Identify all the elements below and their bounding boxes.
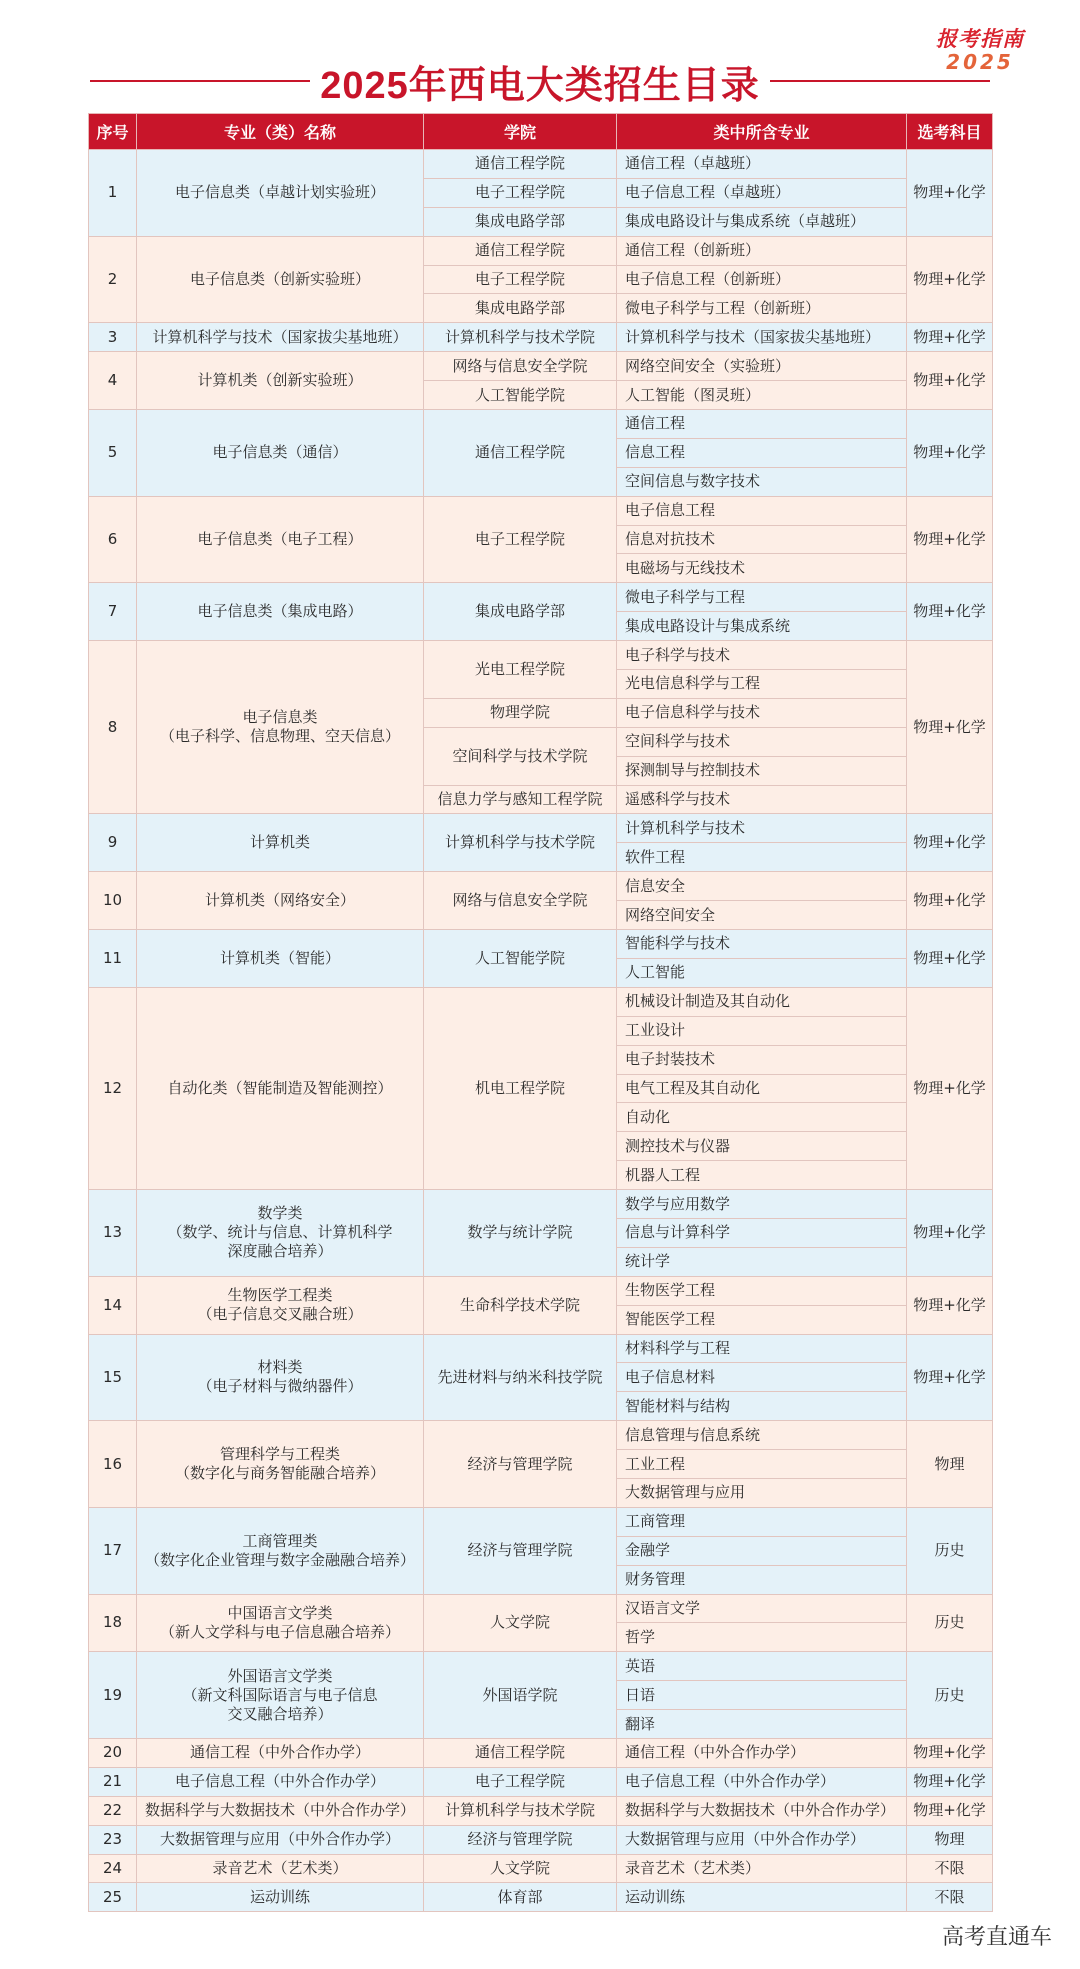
row-number: 7 <box>89 583 137 641</box>
table-row <box>89 583 993 612</box>
subject-requirement: 物理+化学 <box>907 496 993 583</box>
subject-requirement: 物理+化学 <box>907 1276 993 1334</box>
major-name: 录音艺术（艺术类） <box>617 1854 907 1883</box>
header-majors: 类中所含专业 <box>617 114 907 150</box>
major-name: 信息与计算科学 <box>617 1218 907 1247</box>
row-number: 8 <box>89 641 137 814</box>
college-name: 网络与信息安全学院 <box>424 352 617 381</box>
row-number: 3 <box>89 323 137 352</box>
program-name: 电子信息类（集成电路） <box>137 583 424 641</box>
major-name: 网络空间安全 <box>617 901 907 930</box>
college-name: 信息力学与感知工程学院 <box>424 785 617 814</box>
college-name: 经济与管理学院 <box>424 1825 617 1854</box>
program-name: 计算机类（网络安全） <box>137 872 424 930</box>
program-name: 管理科学与工程类 （数字化与商务智能融合培养） <box>137 1421 424 1508</box>
program-name: 电子信息工程（中外合作办学） <box>137 1767 424 1796</box>
major-name: 信息管理与信息系统 <box>617 1421 907 1450</box>
row-number: 16 <box>89 1421 137 1508</box>
major-name: 电子信息工程 <box>617 496 907 525</box>
program-name: 通信工程（中外合作办学） <box>137 1738 424 1767</box>
college-name: 通信工程学院 <box>424 236 617 265</box>
table-row <box>89 1190 993 1219</box>
program-name: 电子信息类（电子工程） <box>137 496 424 583</box>
major-name: 工业工程 <box>617 1450 907 1479</box>
major-name: 电子信息工程（创新班） <box>617 265 907 294</box>
table-row <box>89 410 993 439</box>
college-name: 经济与管理学院 <box>424 1421 617 1508</box>
major-name: 遥感科学与技术 <box>617 785 907 814</box>
major-name: 网络空间安全（实验班） <box>617 352 907 381</box>
table-row <box>89 1507 993 1536</box>
major-name: 信息安全 <box>617 872 907 901</box>
major-name: 空间信息与数字技术 <box>617 467 907 496</box>
major-name: 工商管理 <box>617 1507 907 1536</box>
major-name: 通信工程（中外合作办学） <box>617 1738 907 1767</box>
college-name: 电子工程学院 <box>424 178 617 207</box>
major-name: 微电子科学与工程 <box>617 583 907 612</box>
major-name: 智能科学与技术 <box>617 930 907 959</box>
table-row <box>89 236 993 265</box>
major-name: 软件工程 <box>617 843 907 872</box>
subject-requirement: 物理+化学 <box>907 641 993 814</box>
subject-requirement: 物理+化学 <box>907 1796 993 1825</box>
major-name: 翻译 <box>617 1710 907 1739</box>
subject-requirement: 物理+化学 <box>907 872 993 930</box>
major-name: 电气工程及其自动化 <box>617 1074 907 1103</box>
major-name: 材料科学与工程 <box>617 1334 907 1363</box>
major-name: 通信工程（创新班） <box>617 236 907 265</box>
college-name: 人工智能学院 <box>424 381 617 410</box>
major-name: 电子信息材料 <box>617 1363 907 1392</box>
row-number: 5 <box>89 410 137 497</box>
major-name: 探测制导与控制技术 <box>617 756 907 785</box>
major-name: 运动训练 <box>617 1883 907 1912</box>
major-name: 微电子科学与工程（创新班） <box>617 294 907 323</box>
subject-requirement: 物理+化学 <box>907 1738 993 1767</box>
major-name: 人工智能（图灵班） <box>617 381 907 410</box>
table-row <box>89 496 993 525</box>
page-title: 2025年西电大类招生目录 <box>320 65 760 107</box>
subject-requirement: 物理+化学 <box>907 236 993 323</box>
row-number: 18 <box>89 1594 137 1652</box>
college-name: 通信工程学院 <box>424 410 617 497</box>
row-number: 12 <box>89 987 137 1189</box>
program-name: 计算机科学与技术（国家拔尖基地班） <box>137 323 424 352</box>
row-number: 13 <box>89 1190 137 1277</box>
major-name: 信息对抗技术 <box>617 525 907 554</box>
row-number: 17 <box>89 1507 137 1594</box>
table-row <box>89 1738 993 1767</box>
college-name: 计算机科学与技术学院 <box>424 323 617 352</box>
row-number: 10 <box>89 872 137 930</box>
subject-requirement: 物理+化学 <box>907 1334 993 1421</box>
table-row <box>89 1767 993 1796</box>
major-name: 大数据管理与应用（中外合作办学） <box>617 1825 907 1854</box>
college-name: 光电工程学院 <box>424 641 617 699</box>
row-number: 11 <box>89 930 137 988</box>
major-name: 电子封装技术 <box>617 1045 907 1074</box>
program-name: 中国语言文学类 （新人文学科与电子信息融合培养） <box>137 1594 424 1652</box>
college-name: 集成电路学部 <box>424 294 617 323</box>
major-name: 电磁场与无线技术 <box>617 554 907 583</box>
college-name: 电子工程学院 <box>424 496 617 583</box>
row-number: 14 <box>89 1276 137 1334</box>
table-row <box>89 641 993 670</box>
subject-requirement: 物理+化学 <box>907 1767 993 1796</box>
subject-requirement: 物理+化学 <box>907 930 993 988</box>
major-name: 机械设计制造及其自动化 <box>617 987 907 1016</box>
subject-requirement: 物理 <box>907 1421 993 1508</box>
program-name: 数学类 （数学、统计与信息、计算机科学 深度融合培养） <box>137 1190 424 1277</box>
table-row <box>89 930 993 959</box>
row-number: 4 <box>89 352 137 410</box>
table-row <box>89 872 993 901</box>
title-rule-left <box>90 80 310 82</box>
major-name: 通信工程（卓越班） <box>617 150 907 179</box>
college-name: 网络与信息安全学院 <box>424 872 617 930</box>
program-name: 工商管理类 （数字化企业管理与数字金融融合培养） <box>137 1507 424 1594</box>
program-name: 电子信息类（卓越计划实验班） <box>137 150 424 237</box>
header-name: 专业（类）名称 <box>137 114 424 150</box>
major-name: 通信工程 <box>617 410 907 439</box>
major-name: 光电信息科学与工程 <box>617 670 907 699</box>
college-name: 先进材料与纳米科技学院 <box>424 1334 617 1421</box>
major-name: 数学与应用数学 <box>617 1190 907 1219</box>
major-name: 空间科学与技术 <box>617 727 907 756</box>
college-name: 生命科学技术学院 <box>424 1276 617 1334</box>
subject-requirement: 物理+化学 <box>907 150 993 237</box>
source-watermark: 高考直通车 <box>941 1925 1052 1950</box>
college-name: 数学与统计学院 <box>424 1190 617 1277</box>
subject-requirement: 不限 <box>907 1854 993 1883</box>
major-name: 英语 <box>617 1652 907 1681</box>
table-row <box>89 150 993 179</box>
major-name: 信息工程 <box>617 438 907 467</box>
badge-title: 报考指南 <box>936 27 1024 51</box>
table-row <box>89 1883 993 1912</box>
table-row <box>89 1652 993 1681</box>
major-name: 电子科学与技术 <box>617 641 907 670</box>
program-name: 数据科学与大数据技术（中外合作办学） <box>137 1796 424 1825</box>
subject-requirement: 物理+化学 <box>907 987 993 1189</box>
header-subject: 选考科目 <box>907 114 993 150</box>
row-number: 2 <box>89 236 137 323</box>
program-name: 大数据管理与应用（中外合作办学） <box>137 1825 424 1854</box>
major-name: 财务管理 <box>617 1565 907 1594</box>
major-name: 机器人工程 <box>617 1161 907 1190</box>
major-name: 计算机科学与技术（国家拔尖基地班） <box>617 323 907 352</box>
program-name: 材料类 （电子材料与微纳器件） <box>137 1334 424 1421</box>
college-name: 外国语学院 <box>424 1652 617 1739</box>
row-number: 19 <box>89 1652 137 1739</box>
table-row <box>89 1334 993 1363</box>
subject-requirement: 物理+化学 <box>907 1190 993 1277</box>
college-name: 人文学院 <box>424 1854 617 1883</box>
row-number: 21 <box>89 1767 137 1796</box>
row-number: 23 <box>89 1825 137 1854</box>
program-name: 电子信息类（通信） <box>137 410 424 497</box>
major-name: 工业设计 <box>617 1016 907 1045</box>
subject-requirement: 物理+化学 <box>907 323 993 352</box>
program-name: 录音艺术（艺术类） <box>137 1854 424 1883</box>
program-name: 自动化类（智能制造及智能测控） <box>137 987 424 1189</box>
college-name: 计算机科学与技术学院 <box>424 1796 617 1825</box>
major-name: 智能材料与结构 <box>617 1392 907 1421</box>
title-rule-right <box>770 80 990 82</box>
program-name: 生物医学工程类 （电子信息交叉融合班） <box>137 1276 424 1334</box>
program-name: 计算机类（智能） <box>137 930 424 988</box>
table-row <box>89 323 993 352</box>
program-name: 电子信息类（创新实验班） <box>137 236 424 323</box>
table-row <box>89 1276 993 1305</box>
major-name: 集成电路设计与集成系统 <box>617 612 907 641</box>
major-name: 集成电路设计与集成系统（卓越班） <box>617 207 907 236</box>
table-row <box>89 1421 993 1450</box>
catalog-table <box>88 113 993 1912</box>
college-name: 通信工程学院 <box>424 1738 617 1767</box>
subject-requirement: 物理+化学 <box>907 583 993 641</box>
subject-requirement: 物理+化学 <box>907 410 993 497</box>
table-row <box>89 987 993 1016</box>
program-name: 电子信息类 （电子科学、信息物理、空天信息） <box>137 641 424 814</box>
major-name: 生物医学工程 <box>617 1276 907 1305</box>
major-name: 金融学 <box>617 1536 907 1565</box>
table-row <box>89 1825 993 1854</box>
major-name: 计算机科学与技术 <box>617 814 907 843</box>
major-name: 自动化 <box>617 1103 907 1132</box>
table-header-row <box>89 114 993 150</box>
major-name: 哲学 <box>617 1623 907 1652</box>
row-number: 20 <box>89 1738 137 1767</box>
header-no: 序号 <box>89 114 137 150</box>
college-name: 电子工程学院 <box>424 1767 617 1796</box>
program-name: 外国语言文学类 （新文科国际语言与电子信息 交叉融合培养） <box>137 1652 424 1739</box>
major-name: 电子信息工程（卓越班） <box>617 178 907 207</box>
major-name: 智能医学工程 <box>617 1305 907 1334</box>
row-number: 25 <box>89 1883 137 1912</box>
major-name: 电子信息工程（中外合作办学） <box>617 1767 907 1796</box>
row-number: 15 <box>89 1334 137 1421</box>
major-name: 电子信息科学与技术 <box>617 698 907 727</box>
major-name: 统计学 <box>617 1247 907 1276</box>
program-name: 计算机类（创新实验班） <box>137 352 424 410</box>
major-name: 测控技术与仪器 <box>617 1132 907 1161</box>
college-name: 物理学院 <box>424 698 617 727</box>
college-name: 体育部 <box>424 1883 617 1912</box>
college-name: 通信工程学院 <box>424 150 617 179</box>
subject-requirement: 不限 <box>907 1883 993 1912</box>
major-name: 数据科学与大数据技术（中外合作办学） <box>617 1796 907 1825</box>
row-number: 22 <box>89 1796 137 1825</box>
table-row <box>89 1796 993 1825</box>
guide-badge <box>920 26 1040 72</box>
major-name: 大数据管理与应用 <box>617 1478 907 1507</box>
table-row <box>89 814 993 843</box>
college-name: 电子工程学院 <box>424 265 617 294</box>
major-name: 人工智能 <box>617 958 907 987</box>
table-row <box>89 1854 993 1883</box>
subject-requirement: 历史 <box>907 1594 993 1652</box>
college-name: 计算机科学与技术学院 <box>424 814 617 872</box>
college-name: 空间科学与技术学院 <box>424 727 617 785</box>
subject-requirement: 物理+化学 <box>907 352 993 410</box>
subject-requirement: 物理 <box>907 1825 993 1854</box>
row-number: 24 <box>89 1854 137 1883</box>
program-name: 运动训练 <box>137 1883 424 1912</box>
college-name: 集成电路学部 <box>424 207 617 236</box>
major-name: 日语 <box>617 1681 907 1710</box>
college-name: 经济与管理学院 <box>424 1507 617 1594</box>
badge-year: 2025 <box>946 50 1014 74</box>
row-number: 9 <box>89 814 137 872</box>
program-name: 计算机类 <box>137 814 424 872</box>
subject-requirement: 历史 <box>907 1652 993 1739</box>
table-row <box>89 352 993 381</box>
subject-requirement: 物理+化学 <box>907 814 993 872</box>
subject-requirement: 历史 <box>907 1507 993 1594</box>
header-college: 学院 <box>424 114 617 150</box>
major-name: 汉语言文学 <box>617 1594 907 1623</box>
college-name: 集成电路学部 <box>424 583 617 641</box>
row-number: 1 <box>89 150 137 237</box>
college-name: 机电工程学院 <box>424 987 617 1189</box>
table-row <box>89 1594 993 1623</box>
college-name: 人文学院 <box>424 1594 617 1652</box>
row-number: 6 <box>89 496 137 583</box>
college-name: 人工智能学院 <box>424 930 617 988</box>
